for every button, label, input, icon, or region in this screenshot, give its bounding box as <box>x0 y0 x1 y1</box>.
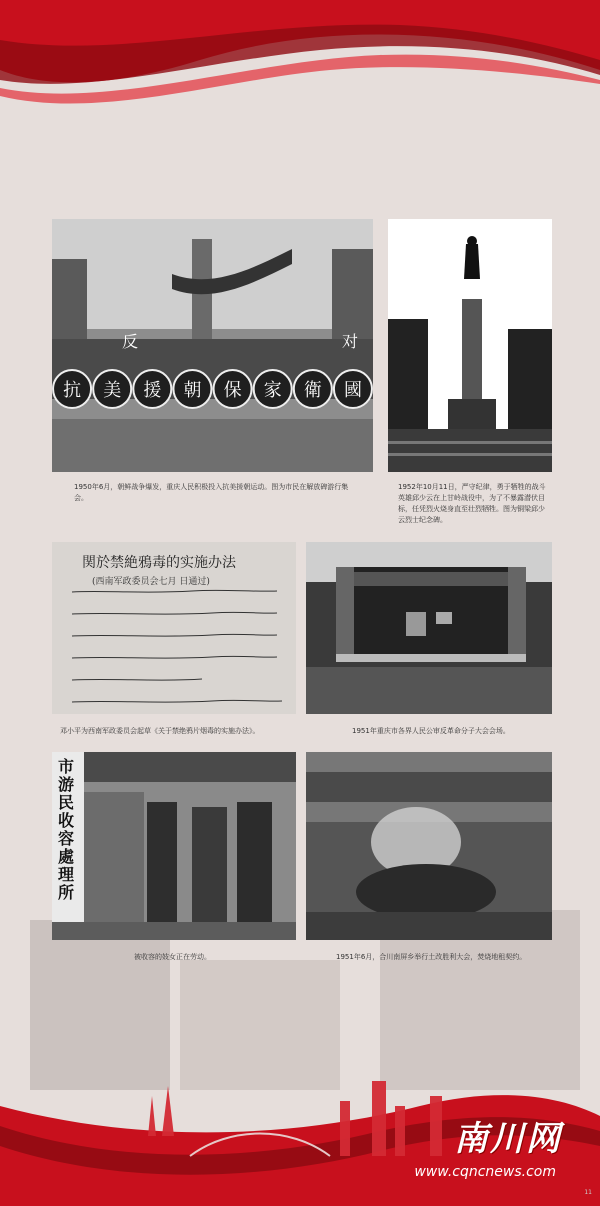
caption-labor: 被收容的妓女正在劳动。 <box>134 953 211 961</box>
caption-parade: 1950年6月，朝鲜战争爆发，重庆人民积极投入抗美援朝运动。图为市民在解放碑游行集会。 <box>74 483 349 502</box>
page-number: 11 <box>584 1189 592 1196</box>
parade-banner-text: 反 <box>122 332 139 351</box>
parade-banner-text: 对 <box>342 332 359 351</box>
parade-sign-text: 保 <box>223 380 242 401</box>
parade-sign-text: 家 <box>263 380 282 401</box>
manuscript-title: 関於禁絶鴉毒的实施办法 <box>82 555 236 571</box>
brand-name: 南川网 <box>454 1119 562 1159</box>
parade-sign-text: 衛 <box>303 380 322 401</box>
parade-sign-text: 國 <box>343 380 362 401</box>
caption-rally: 1951年重庆市各界人民公审反革命分子大会会场。 <box>352 727 510 735</box>
manuscript-subtitle: (西南军政委员会七月 日通过) <box>92 577 210 587</box>
parade-sign-text: 援 <box>143 380 162 401</box>
brand-url: www.cqncnews.com <box>414 1164 556 1180</box>
caption-monument: 1952年10月11日，严守纪律，勇于牺牲的战斗英雄邱少云在上甘岭战役中，为了不暴露潜伏目标，任凭烈火烧身直至壮烈牺牲。图为铜梁邱少云烈士纪念碑。 <box>398 483 546 524</box>
photo-parade <box>52 219 373 472</box>
caption-burning: 1951年6月，合川南屏乡举行土改胜利大会，焚烧地租契约。 <box>336 953 527 961</box>
parade-sign-text: 美 <box>103 380 122 401</box>
parade-sign-text: 抗 <box>63 380 82 401</box>
top-ribbon-decoration <box>0 0 600 140</box>
shelter-sign: 市游民收容處理所 <box>58 757 75 902</box>
photo-burning <box>306 752 552 940</box>
caption-manuscript: 邓小平为西南军政委员会起草《关于禁绝鸦片烟毒的实施办法》。 <box>60 727 260 735</box>
photo-manuscript <box>52 542 296 714</box>
parade-sign-text: 朝 <box>183 380 202 401</box>
photo-labor <box>52 752 296 940</box>
photo-monument <box>388 219 552 472</box>
photo-rally <box>306 542 552 714</box>
